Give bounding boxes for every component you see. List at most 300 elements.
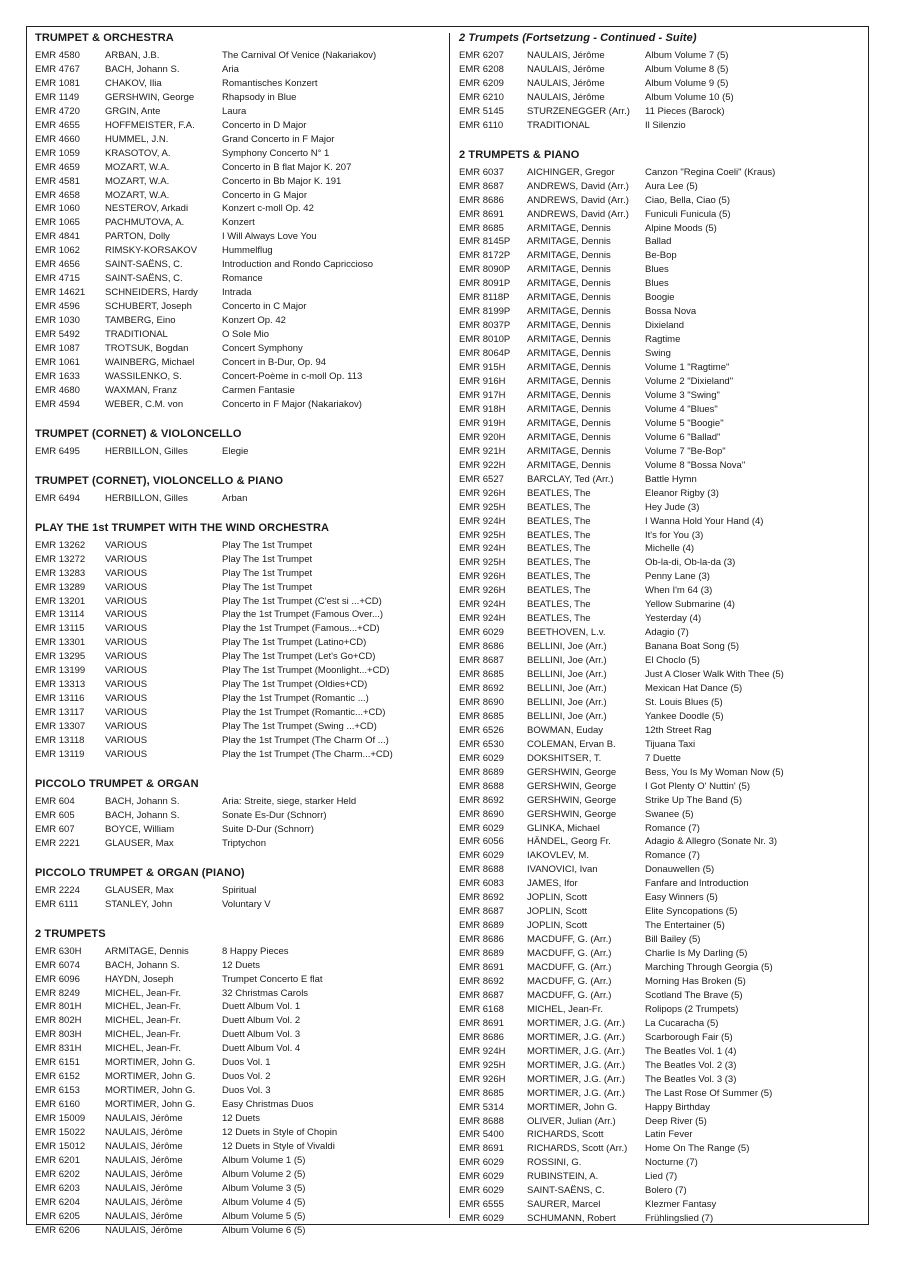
work-title: Ob-la-di, Ob-la-da (3) (645, 557, 736, 569)
catalog-number: EMR 1030 (35, 315, 80, 327)
catalog-entry (35, 1112, 441, 1126)
composer-name: MORTIMER, J.G. (Arr.) (527, 1087, 625, 1099)
catalog-entry (459, 989, 867, 1003)
composer-name: GLAUSER, Max (105, 884, 174, 896)
catalog-entry (35, 581, 441, 595)
catalog-entry (459, 835, 867, 849)
catalog-number: EMR 604 (35, 795, 75, 807)
work-title: Concert Symphony (222, 343, 303, 355)
catalog-entry (35, 342, 441, 356)
catalog-number: EMR 8688 (459, 780, 504, 792)
catalog-number: EMR 925H (459, 501, 506, 513)
work-title: Blues (645, 278, 669, 290)
catalog-number: EMR 8172P (459, 250, 511, 262)
catalog-number: EMR 2224 (35, 884, 80, 896)
composer-name: ARMITAGE, Dennis (527, 376, 611, 388)
catalog-number: EMR 15009 (35, 1113, 86, 1125)
composer-name: MORTIMER, John G. (105, 1099, 196, 1111)
composer-name: BELLINI, Joe (Arr.) (527, 655, 607, 667)
work-title: Klezmer Fantasy (645, 1199, 717, 1211)
catalog-number: EMR 8685 (459, 222, 504, 234)
catalog-entry (35, 1224, 441, 1238)
work-title: Play the 1st Trumpet (Romantic...+CD) (222, 707, 386, 719)
composer-name: MOZART, W.A. (105, 189, 170, 201)
catalog-entry (459, 849, 867, 863)
catalog-entry (35, 384, 441, 398)
composer-name: ARMITAGE, Dennis (527, 250, 611, 262)
work-title: Home On The Range (5) (645, 1143, 750, 1155)
catalog-number: EMR 13301 (35, 637, 86, 649)
catalog-number: EMR 920H (459, 431, 506, 443)
composer-name: STURZENEGGER (Arr.) (527, 105, 630, 117)
composer-name: BEATLES, The (527, 599, 591, 611)
catalog-number: EMR 13115 (35, 623, 85, 635)
catalog-number: EMR 13201 (35, 595, 86, 607)
work-title: Symphony Concerto N° 1 (222, 147, 330, 159)
work-title: 32 Christmas Carols (222, 987, 309, 999)
catalog-number: EMR 6083 (459, 878, 504, 890)
composer-name: NAULAIS, Jérôme (105, 1196, 183, 1208)
composer-name: CHAKOV, Ilia (105, 77, 162, 89)
catalog-entry (35, 1098, 441, 1112)
work-title: Sonate Es-Dur (Schnorr) (222, 809, 327, 821)
composer-name: ANDREWS, David (Arr.) (527, 180, 629, 192)
composer-name: GLAUSER, Max (105, 837, 174, 849)
catalog-entry (459, 1101, 867, 1115)
composer-name: MACDUFF, G. (Arr.) (527, 976, 612, 987)
work-title: Concerto in C Major (222, 301, 307, 313)
section-heading: TRUMPET (CORNET), VIOLONCELLO & PIANO (35, 474, 284, 487)
catalog-entry (459, 375, 867, 389)
work-title: Ciao, Bella, Ciao (5) (645, 194, 731, 206)
catalog-number: EMR 802H (35, 1015, 82, 1027)
work-title: Strike Up The Band (5) (645, 794, 742, 806)
catalog-number: EMR 8064P (459, 348, 511, 360)
composer-name: BEATLES, The (527, 585, 591, 597)
composer-name: MICHEL, Jean-Fr. (105, 1015, 182, 1027)
composer-name: JOPLIN, Scott (527, 906, 588, 918)
catalog-number: EMR 13272 (35, 553, 86, 565)
work-title: Duett Album Vol. 3 (222, 1029, 301, 1041)
catalog-number: EMR 925H (459, 529, 506, 541)
catalog-entry (459, 598, 867, 612)
composer-name: WASSILENKO, S. (105, 370, 182, 382)
catalog-entry (35, 692, 441, 706)
catalog-entry (459, 570, 867, 584)
work-title: Romance (7) (645, 850, 700, 862)
catalog-entry (459, 780, 867, 794)
catalog-number: EMR 8691 (459, 208, 504, 220)
composer-name: SAINT-SAËNS, C. (105, 273, 183, 285)
catalog-number: EMR 13307 (35, 721, 86, 733)
catalog-entry (459, 1059, 867, 1073)
catalog-entry (459, 877, 867, 891)
work-title: St. Louis Blues (5) (645, 696, 723, 708)
work-title: Mexican Hat Dance (5) (645, 682, 743, 694)
composer-name: ARBAN, J.B. (105, 50, 160, 61)
catalog-entry (35, 553, 441, 567)
catalog-entry (35, 1084, 441, 1098)
catalog-entry (35, 898, 441, 912)
catalog-number: EMR 1149 (35, 91, 80, 103)
composer-name: MACDUFF, G. (Arr.) (527, 989, 612, 1001)
catalog-number: EMR 6206 (35, 1224, 80, 1236)
catalog-entry (35, 945, 441, 959)
catalog-number: EMR 8689 (459, 766, 504, 778)
catalog-entry (459, 696, 867, 710)
work-title: Donauwellen (5) (645, 864, 715, 876)
composer-name: NAULAIS, Jérôme (527, 63, 605, 75)
catalog-number: EMR 5400 (459, 1129, 504, 1141)
catalog-number: EMR 8689 (459, 948, 504, 960)
composer-name: TRADITIONAL (527, 119, 590, 131)
work-title: Grand Concerto in F Major (222, 133, 335, 145)
work-title: Easy Christmas Duos (222, 1099, 314, 1111)
work-title: Play The 1st Trumpet (222, 553, 313, 565)
work-title: Il Silenzio (645, 119, 686, 131)
catalog-number: EMR 13116 (35, 693, 85, 705)
work-title: Duett Album Vol. 2 (222, 1015, 301, 1027)
catalog-section (35, 521, 441, 762)
work-title: Play the 1st Trumpet (Famous Over...) (222, 609, 384, 621)
catalog-entry (459, 822, 867, 836)
composer-name: BEATLES, The (527, 529, 591, 541)
catalog-entry (459, 668, 867, 682)
work-title: Play the 1st Trumpet (The Charm...+CD) (222, 748, 393, 760)
catalog-number: EMR 6527 (459, 473, 504, 485)
composer-name: NAULAIS, Jérôme (105, 1210, 183, 1222)
catalog-number: EMR 4715 (35, 273, 80, 285)
work-title: When I'm 64 (3) (645, 585, 713, 597)
catalog-entry (459, 459, 867, 473)
work-title: Ragtime (645, 334, 681, 346)
left-column (35, 31, 441, 1253)
catalog-number: EMR 926H (459, 1073, 506, 1085)
catalog-number: EMR 8692 (459, 682, 504, 694)
catalog-number: EMR 1060 (35, 203, 80, 215)
catalog-number: EMR 13114 (35, 609, 85, 621)
catalog-number: EMR 4658 (35, 189, 80, 201)
catalog-number: EMR 6160 (35, 1099, 80, 1111)
work-title: Volume 5 "Boogie" (645, 417, 724, 429)
catalog-entry (35, 664, 441, 678)
work-title: Aria (222, 63, 239, 75)
catalog-entry (459, 710, 867, 724)
composer-name: JOPLIN, Scott (527, 920, 588, 932)
composer-name: VARIOUS (105, 609, 148, 621)
catalog-number: EMR 5314 (459, 1101, 504, 1113)
column-divider (449, 33, 450, 1218)
catalog-entry (459, 222, 867, 236)
work-title: Album Volume 6 (5) (222, 1224, 306, 1236)
work-title: Play The 1st Trumpet (222, 567, 313, 579)
composer-name: IVANOVICI, Ivan (527, 864, 598, 876)
catalog-number: EMR 8687 (459, 180, 504, 192)
catalog-section (35, 474, 441, 506)
work-title: Nocturne (7) (645, 1157, 698, 1169)
catalog-entry (459, 682, 867, 696)
work-title: Penny Lane (3) (645, 571, 710, 583)
catalog-number: EMR 6168 (459, 1003, 504, 1015)
composer-name: BELLINI, Joe (Arr.) (527, 696, 607, 708)
catalog-entry (459, 487, 867, 501)
section-heading: 2 TRUMPETS & PIANO (459, 148, 580, 161)
composer-name: JAMES, Ifor (527, 878, 578, 890)
composer-name: GERSHWIN, George (527, 766, 617, 778)
composer-name: VARIOUS (105, 567, 148, 579)
composer-name: MORTIMER, John G. (105, 1057, 196, 1069)
catalog-number: EMR 8249 (35, 987, 80, 999)
catalog-number: EMR 6526 (459, 724, 504, 736)
catalog-entry (459, 961, 867, 975)
catalog-number: EMR 8692 (459, 892, 504, 904)
work-title: Michelle (4) (645, 543, 695, 555)
work-title: Concerto in Bb Major K. 191 (222, 175, 342, 187)
catalog-entry (459, 626, 867, 640)
catalog-entry (459, 1142, 867, 1156)
composer-name: BEATLES, The (527, 613, 591, 625)
composer-name: ARMITAGE, Dennis (527, 403, 611, 415)
work-title: Play The 1st Trumpet (C'est si ...+CD) (222, 595, 382, 607)
catalog-entry (35, 1028, 441, 1042)
catalog-number: EMR 6530 (459, 738, 504, 750)
work-title: Volume 8 "Bossa Nova" (645, 459, 746, 471)
work-title: Triptychon (222, 837, 266, 849)
catalog-entry (459, 919, 867, 933)
work-title: Boogie (645, 292, 675, 304)
composer-name: NAULAIS, Jérôme (105, 1127, 183, 1139)
composer-name: SAINT-SAËNS, C. (527, 1185, 605, 1197)
work-title: Concert-Poème in c-moll Op. 113 (222, 370, 363, 382)
catalog-entry (459, 612, 867, 626)
catalog-entry (459, 515, 867, 529)
catalog-number: EMR 8686 (459, 1031, 504, 1043)
composer-name: TROTSUK, Bogdan (105, 343, 189, 355)
catalog-entry (35, 492, 441, 506)
composer-name: HERBILLON, Gilles (105, 445, 188, 457)
catalog-entry (35, 539, 441, 553)
work-title: Adagio (7) (645, 627, 689, 639)
work-title: Yesterday (4) (645, 613, 702, 625)
catalog-number: EMR 8118P (459, 292, 510, 304)
catalog-number: EMR 8690 (459, 696, 504, 708)
catalog-number: EMR 6029 (459, 627, 504, 639)
catalog-number: EMR 6151 (35, 1057, 80, 1069)
work-title: Laura (222, 105, 247, 117)
work-title: Just A Closer Walk With Thee (5) (645, 669, 784, 681)
work-title: Spiritual (222, 884, 257, 896)
catalog-number: EMR 605 (35, 809, 75, 821)
catalog-entry (459, 1017, 867, 1031)
catalog-entry (35, 230, 441, 244)
catalog-number: EMR 8691 (459, 962, 504, 974)
work-title: O Sole Mio (222, 329, 269, 341)
catalog-number: EMR 8691 (459, 1143, 504, 1155)
composer-name: BEATLES, The (527, 487, 591, 499)
catalog-entry (459, 556, 867, 570)
catalog-entry (35, 244, 441, 258)
composer-name: VARIOUS (105, 581, 148, 593)
catalog-number: EMR 6201 (35, 1154, 80, 1166)
catalog-entry (35, 650, 441, 664)
composer-name: VARIOUS (105, 539, 148, 551)
catalog-entry (459, 263, 867, 277)
composer-name: STANLEY, John (105, 898, 173, 910)
catalog-entry (35, 1014, 441, 1028)
catalog-number: EMR 15022 (35, 1127, 86, 1139)
composer-name: BEATLES, The (527, 543, 591, 555)
catalog-number: EMR 6204 (35, 1196, 80, 1208)
composer-name: MICHEL, Jean-Fr. (105, 1029, 182, 1041)
catalog-number: EMR 4655 (35, 119, 80, 131)
composer-name: NESTEROV, Arkadi (105, 203, 189, 215)
catalog-entry (459, 808, 867, 822)
work-title: Volume 1 "Ragtime" (645, 362, 730, 374)
catalog-entry (35, 370, 441, 384)
catalog-number: EMR 13295 (35, 651, 86, 663)
work-title: Yankee Doodle (5) (645, 710, 724, 722)
composer-name: DOKSHITSER, T. (527, 752, 602, 764)
catalog-number: EMR 4656 (35, 259, 80, 271)
catalog-number: EMR 630H (35, 945, 82, 957)
catalog-number: EMR 924H (459, 1045, 506, 1057)
work-title: El Choclo (5) (645, 655, 700, 667)
composer-name: BEATLES, The (527, 571, 591, 583)
composer-name: HOFFMEISTER, F.A. (105, 119, 195, 131)
work-title: Album Volume 1 (5) (222, 1154, 306, 1166)
catalog-number: EMR 8689 (459, 920, 504, 932)
catalog-section (35, 777, 441, 851)
composer-name: ARMITAGE, Dennis (105, 945, 189, 957)
composer-name: VARIOUS (105, 637, 148, 649)
catalog-entry (459, 1031, 867, 1045)
composer-name: RICHARDS, Scott (Arr.) (527, 1143, 628, 1155)
catalog-number: EMR 8685 (459, 710, 504, 722)
catalog-number: EMR 925H (459, 557, 506, 569)
catalog-number: EMR 8688 (459, 864, 504, 876)
catalog-entry (459, 389, 867, 403)
composer-name: BEATLES, The (527, 557, 591, 569)
catalog-number: EMR 8199P (459, 306, 511, 318)
catalog-number: EMR 6029 (459, 1213, 504, 1225)
composer-name: ARMITAGE, Dennis (527, 264, 611, 276)
work-title: Fanfare and Introduction (645, 878, 749, 890)
catalog-entry (35, 1042, 441, 1056)
composer-name: ARMITAGE, Dennis (527, 320, 611, 332)
work-title: 8 Happy Pieces (222, 945, 289, 957)
catalog-entry (459, 975, 867, 989)
catalog-entry (459, 1184, 867, 1198)
catalog-number: EMR 831H (35, 1043, 82, 1055)
work-title: Aria: Streite, siege, starker Held (222, 795, 357, 807)
composer-name: MORTIMER, J.G. (Arr.) (527, 1031, 625, 1043)
work-title: 12th Street Rag (645, 724, 712, 736)
catalog-entry (35, 959, 441, 973)
work-title: Voluntary V (222, 898, 271, 910)
catalog-number: EMR 8692 (459, 794, 504, 806)
catalog-number: EMR 6074 (35, 959, 80, 971)
catalog-entry (459, 905, 867, 919)
catalog-number: EMR 1087 (35, 343, 80, 355)
work-title: La Cucaracha (5) (645, 1017, 719, 1029)
catalog-entry (459, 431, 867, 445)
catalog-entry (35, 175, 441, 189)
catalog-entry (459, 724, 867, 738)
catalog-number: EMR 926H (459, 585, 506, 597)
work-title: Duos Vol. 3 (222, 1085, 271, 1097)
catalog-entry (459, 77, 867, 91)
catalog-entry (35, 328, 441, 342)
catalog-number: EMR 8691 (459, 1017, 504, 1029)
catalog-entry (459, 208, 867, 222)
catalog-entry (459, 119, 867, 133)
work-title: Play The 1st Trumpet (222, 539, 313, 551)
composer-name: ARMITAGE, Dennis (527, 362, 611, 374)
work-title: Album Volume 4 (5) (222, 1196, 306, 1208)
catalog-number: EMR 1062 (35, 245, 80, 257)
composer-name: BOWMAN, Euday (527, 724, 604, 736)
composer-name: BELLINI, Joe (Arr.) (527, 669, 607, 681)
catalog-number: EMR 4680 (35, 384, 80, 396)
work-title: Funiculi Funicula (5) (645, 208, 731, 220)
catalog-section (35, 927, 441, 1238)
composer-name: BACH, Johann S. (105, 63, 180, 75)
work-title: Bill Bailey (5) (645, 934, 701, 946)
catalog-page-frame (26, 26, 869, 1236)
catalog-entry (459, 194, 867, 208)
catalog-number: EMR 5145 (459, 105, 504, 117)
work-title: Hummelflug (222, 245, 273, 257)
catalog-number: EMR 925H (459, 1059, 506, 1071)
catalog-number: EMR 922H (459, 459, 506, 471)
catalog-section (459, 31, 867, 133)
work-title: Album Volume 2 (5) (222, 1168, 306, 1180)
catalog-number: EMR 13199 (35, 665, 86, 677)
catalog-number: EMR 926H (459, 487, 506, 499)
work-title: Play the 1st Trumpet (Romantic ...) (222, 693, 369, 705)
composer-name: MORTIMER, John G. (105, 1085, 196, 1097)
catalog-number: EMR 6111 (35, 898, 79, 910)
work-title: Dixieland (645, 320, 685, 332)
catalog-entry (459, 49, 867, 63)
composer-name: VARIOUS (105, 735, 148, 747)
composer-name: ARMITAGE, Dennis (527, 222, 611, 234)
catalog-number: EMR 924H (459, 599, 506, 611)
catalog-number: EMR 803H (35, 1029, 82, 1041)
catalog-number: EMR 6029 (459, 1171, 504, 1183)
composer-name: MICHEL, Jean-Fr. (105, 1043, 182, 1055)
catalog-entry (35, 445, 441, 459)
catalog-entry (459, 1156, 867, 1170)
composer-name: WAINBERG, Michael (105, 356, 195, 368)
catalog-entry (459, 891, 867, 905)
section-heading: TRUMPET (CORNET) & VIOLONCELLO (35, 427, 242, 440)
work-title: Album Volume 5 (5) (222, 1210, 306, 1222)
catalog-entry (35, 272, 441, 286)
catalog-number: EMR 926H (459, 571, 506, 583)
work-title: Yellow Submarine (4) (645, 599, 735, 611)
catalog-number: EMR 6208 (459, 63, 504, 75)
catalog-number: EMR 6056 (459, 836, 504, 848)
work-title: Romantisches Konzert (222, 77, 318, 89)
catalog-entry (35, 314, 441, 328)
catalog-entry (459, 63, 867, 77)
catalog-number: EMR 8091P (459, 278, 511, 290)
composer-name: VARIOUS (105, 679, 148, 691)
catalog-entry (459, 235, 867, 249)
work-title: Play The 1st Trumpet (Latino+CD) (222, 637, 367, 649)
work-title: The Carnival Of Venice (Nakariakov) (222, 50, 377, 61)
